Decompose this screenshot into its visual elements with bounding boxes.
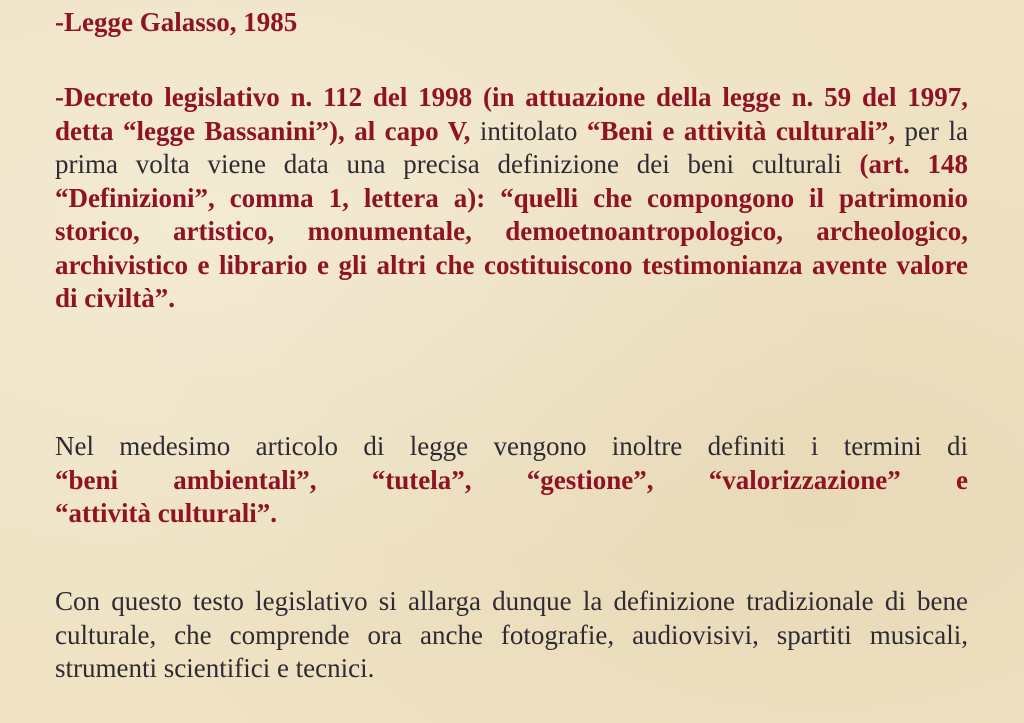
heading-legge-galasso: [55, 6, 968, 40]
medesimo-terms-line-3: “attività culturali”.: [55, 498, 277, 528]
medesimo-line-1: Nel medesimo articolo di legge vengono inoltre definiti i termini di: [55, 431, 968, 461]
paragraph-decreto-legislativo: [55, 81, 968, 316]
conclusione-text: Con questo testo legislativo si allarga dunque la definizione tradizionale di bene culturale, che comprende ora anche fotografie, audiovisivi, spartiti musicali, strumenti scientifici e tecnici.: [55, 586, 968, 683]
paragraph-medesimo-articolo: [55, 430, 968, 531]
decreto-intro: -Decreto legislativo n. 112 del 1998 (in attuazione della legge n. 59 del 1997, detta “legge Bassanini”), al capo V,: [55, 82, 968, 146]
decreto-capo-title: “Beni e attività culturali”,: [586, 115, 896, 146]
decreto-definition-intro: per la prima volta viene data una precisa definizione dei beni culturali: [55, 115, 968, 179]
decreto-definition-quote: (art. 148 “Definizioni”, comma 1, lettera a): “quelli che compongono il patrimonio storico, artistico, monumentale, demoetnoantropologico, archeologico, archivistico e librario e gli altri che costituiscono testimonianza avente valore di civiltà”.: [55, 149, 968, 313]
paragraph-conclusione: [55, 585, 968, 686]
medesimo-terms-line-2: “beni ambientali”, “tutela”, “gestione”, “valorizzazione” e: [55, 464, 968, 495]
legge-galasso-text: -Legge Galasso, 1985: [55, 7, 298, 37]
decreto-intitolato: intitolato: [470, 115, 587, 146]
